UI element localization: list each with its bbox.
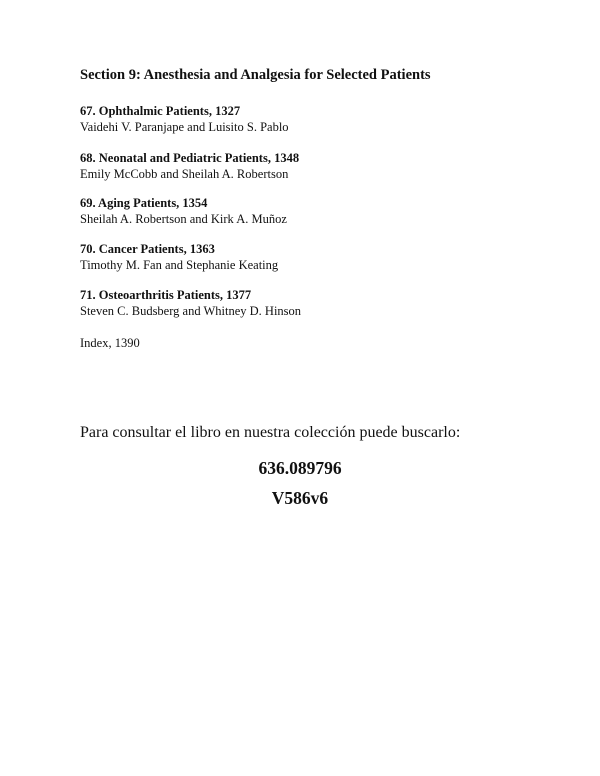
chapter-authors: Timothy M. Fan and Stephanie Keating: [80, 258, 279, 272]
chapter-title: 71. Osteoarthritis Patients, 1377: [80, 288, 252, 302]
chapter-authors: Sheilah A. Robertson and Kirk A. Muñoz: [80, 212, 287, 226]
chapter-title: 67. Ophthalmic Patients, 1327: [80, 104, 241, 118]
chapter-entry: [80, 103, 540, 135]
call-number-classification: 636.089796: [258, 458, 342, 478]
chapter-entry: [80, 195, 540, 227]
consult-instructions: Para consultar el libro en nuestra colección puede buscarlo:: [80, 424, 461, 441]
index-entry: Index, 1390: [80, 336, 140, 350]
chapter-authors: Vaidehi V. Paranjape and Luisito S. Pablo: [80, 120, 289, 134]
chapter-title: 68. Neonatal and Pediatric Patients, 1348: [80, 151, 300, 165]
section-title: Section 9: Anesthesia and Analgesia for Selected Patients: [80, 67, 431, 83]
chapter-entry: [80, 287, 540, 319]
chapter-title: 69. Aging Patients, 1354: [80, 196, 208, 210]
chapter-authors: Emily McCobb and Sheilah A. Robertson: [80, 167, 289, 181]
chapter-entry: [80, 150, 540, 182]
chapter-authors: Steven C. Budsberg and Whitney D. Hinson: [80, 304, 302, 318]
chapter-title: 70. Cancer Patients, 1363: [80, 242, 215, 256]
call-number-cutter: V586v6: [271, 488, 329, 508]
chapter-entry: [80, 241, 540, 273]
